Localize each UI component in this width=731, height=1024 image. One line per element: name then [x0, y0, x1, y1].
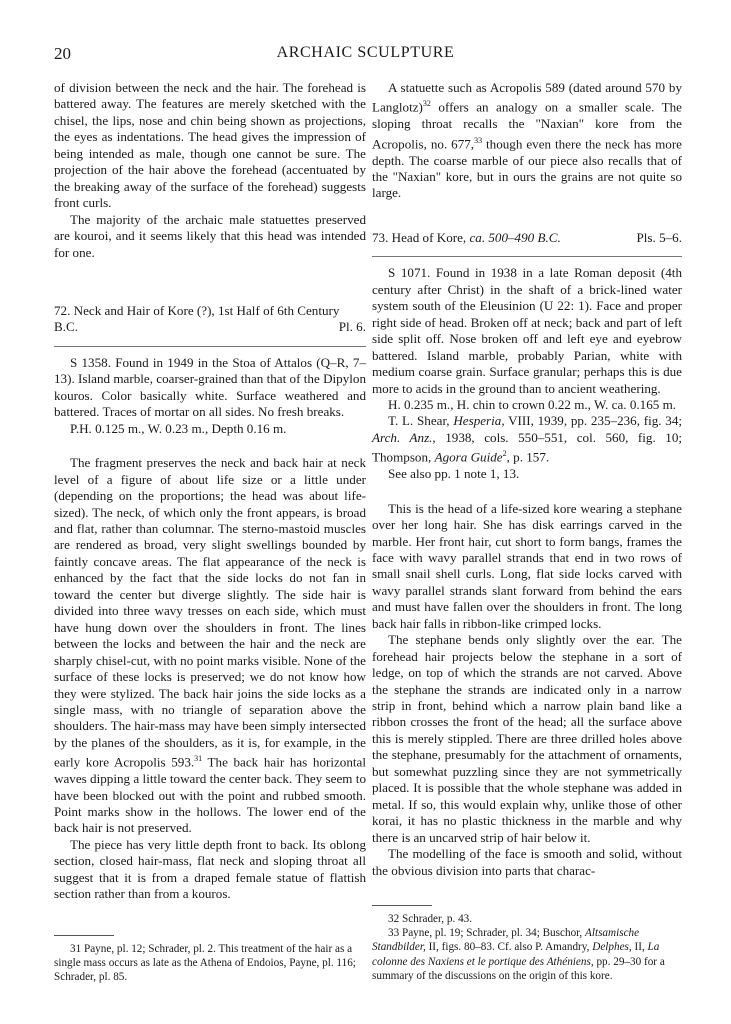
paragraph: The fragment preserves the neck and back hair at neck level of a figure of about life size or a little under (depending on the proportions; the head was about life-sized). The neck, of which only the front appears, is broad and flat, rather than columnar. The sterno-mastoid muscles are rendered as broad, very slight swellings bounded by faintly concave areas. The flat appearance of the neck is enhanced by the fact that the side locks do not fan in toward the center but diverge slightly. The side hair is divided into three wavy tresses on each side, which must have hung down over the shoulders in front. The lines between the locks and between the hair and the neck are sharply chisel-cut, with no point marks visible. None of the surface of these locks is preserved; we do not know how they were stylized. The back hair joins the side locks as a single mass, with no triangle of separation above the shoulders. The hair-mass may have been simply intersected by the planes of the shoulders, as it is, for example, in the early kore Acropolis 593.31 The back hair has horizontal waves dipping a little toward the center back. They seem to have been blocked out with the point and rubbed smooth. Point marks show in the hollows. The lower end of the back hair is not preserved. [54, 455, 366, 836]
divider [372, 256, 682, 257]
footnote-ref[interactable]: 32 [422, 99, 431, 109]
footnote-divider [54, 935, 114, 936]
left-column [54, 80, 366, 903]
right-column [372, 80, 682, 879]
paragraph: The modelling of the face is smooth and solid, without the obvious division into parts that charac- [372, 846, 682, 878]
paragraph: of division between the neck and the hair. The forehead is battered away. The features are merely sketched with the chisel, the lips, nose and chin being shown as projections, the eyes as indentations. The head gives the impression of being intended as male, though one cannot be sure. The projection of the hair above the forehead (accentuated by the breaking away of the surface of the forehead) suggests front curls. [54, 80, 366, 211]
right-footnotes [372, 905, 682, 983]
footnote-ref[interactable]: 33 [474, 135, 483, 145]
entry-plate: Pl. 6. [338, 319, 366, 335]
left-footnotes [54, 935, 366, 985]
page-number: 20 [54, 44, 71, 63]
footnote-31: 31 Payne, pl. 12; Schrader, pl. 2. This treatment of the hair as a single mass occurs as late as the Athena of Endoios, Payne, pl. 116; Schrader, pl. 85. [54, 943, 356, 984]
see-also: See also pp. 1 note 1, 13. [388, 466, 520, 482]
footnote-divider [372, 905, 432, 906]
dimensions: P.H. 0.125 m., W. 0.23 m., Depth 0.16 m. [70, 420, 287, 436]
catalogue-description: S 1358. Found in 1949 in the Stoa of Attalos (Q–R, 7–13). Island marble, coarser-grained than that of the Dipylon kouros. Color basically white. Surface weathered and battered. Traces of mortar on all sides. No fresh breaks. [54, 354, 366, 420]
catalogue-entry-73-heading [372, 230, 682, 246]
entry-number: 73. [372, 229, 389, 245]
footnote-32: 32 Schrader, p. 43. [388, 913, 473, 925]
paragraph: A statuette such as Acropolis 589 (dated around 570 by Langlotz)$^{32}$ offers an analogy on a smaller scale. The sloping throat recalls the "Naxian" kore from the Acropolis, no. 677,33 though even there the neck has more depth. The coarse marble of our piece also recalls that of the "Naxian" kore, but in ours the grains are not quite so large. [372, 80, 682, 201]
footnote-ref[interactable]: 31 [194, 754, 203, 764]
dimensions: H. 0.235 m., H. chin to crown 0.22 m., W. ca. 0.165 m. [388, 396, 677, 412]
catalogue-description: S 1071. Found in 1938 in a late Roman deposit (4th century after Christ) in the shaft of a brick-lined water system south of the Eleusinion (U 22: 1). Face and proper right side of head. Broken off at neck; back and part of left side split off. Nose broken off and left eye and eyebrow battered. Island marble, probably Parian, white with medium coarse grain. Surface granular; perhaps this is due more to acids in the ground than to ancient weathering. [372, 265, 682, 396]
paragraph: The piece has very little depth front to back. Its oblong section, closed hair-mass, flat neck and sloping throat all suggest that it is from a draped female statue of flattish section rather than from a kouros. [54, 836, 366, 902]
paragraph: The stephane bends only slightly over the ear. The forehead hair projects below the stephane in a sort of ledge, on top of which the strands are not carved. Above the stephane the strands are indicated only in a narrow strip in front, behind which a narrow plain band like a ribbon crosses the front of the head; all the surface above this is merely stippled. There are three drilled holes above the stephane, presumably for the attachment of ornaments, but somewhat puzzling since they are not symmetrically placed. It is possible that the whole stephane was added in metal. If so, this would explain why, unlike those of other korai, it has no plastic thickness in the marble and why there is an uncarved strip of hair below it. [372, 632, 682, 845]
bibliography: T. L. Shear, Hesperia, VIII, 1939, pp. 235–236, fig. 34; Arch. Anz., 1938, cols. 550–551, col. 560, fig. 10; Thompson, Agora Guide$^2$, p. 157. [372, 413, 683, 465]
entry-plate: Pls. 5–6. [636, 229, 682, 245]
paragraph: The majority of the archaic male statuettes preserved are kouroi, and it seems likely that this head was intended for one. [54, 211, 366, 260]
entry-date: ca. 500–490 B.C. [469, 229, 561, 245]
footnote-33: 33 Payne, pl. 19; Schrader, pl. 34; Buschor, Altsamische Standbilder, II, figs. 80–83. Cf. also P. Amandry, Delphes, II, La colonne des Naxiens et le portique des Athéniens, pp. 29–30 for a summary of the discussions on the origin of this kore. [372, 927, 665, 982]
entry-number: 72. [54, 302, 71, 318]
paragraph: This is the head of a life-sized kore wearing a stephane over her long hair. She has disk earrings carved in the marble. Her front hair, cut short to form bangs, frames the face with wavy parallel strands that end in two rows of small snail shell curls. Long, flat side locks carved with wavy parallel strands slant forward from behind the ears and must have fallen over the shoulders in front. The long back hair falls in ribbon-like crimped locks. [372, 500, 682, 631]
entry-title: Head of Kore, [391, 229, 467, 245]
entry-title: Neck and Hair of Kore (?), 1st Half of 6th Century [73, 302, 340, 318]
running-title: ARCHAIC SCULPTURE [276, 44, 455, 61]
catalogue-entry-72-heading [54, 303, 366, 336]
page-header [54, 44, 677, 66]
entry-date: B.C. [54, 319, 79, 335]
divider [54, 346, 366, 347]
